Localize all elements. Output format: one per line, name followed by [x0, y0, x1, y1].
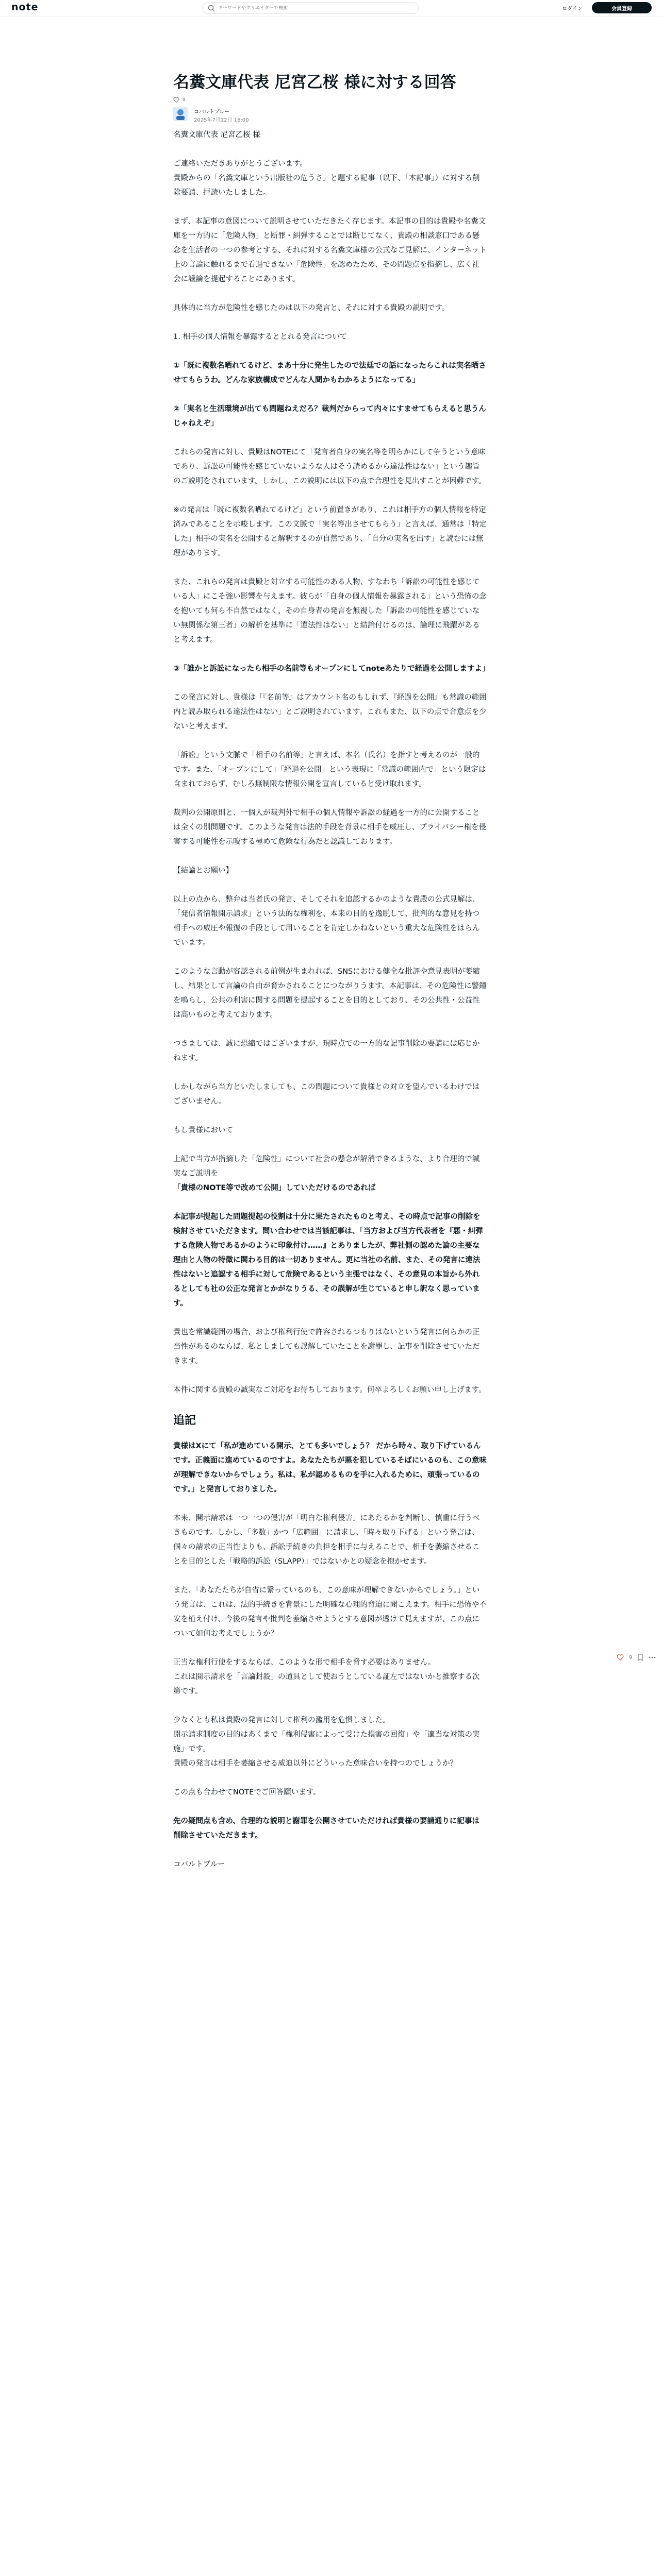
paragraph: 【結論とお願い】 [173, 867, 233, 875]
paragraph: ③「誰かと訴訟になったら相手の名前等もオープンにしてnoteあたりで経過を公開しますよ」 [173, 665, 490, 673]
paragraph: また、これらの発言は貴殿と対立する可能性のある人物、すなわち「訴訟の可能性を感じている人」にこそ強い影響を与えます。彼らが「自身の個人情報を暴露される」という恐怖の念を抱いても何ら不自然ではなく、その自身者の発言を無視した「訴訟の可能性を感じていない無関係な第三者」の解析を基準に「違法性はない」と結論付けるのは、論理に飛躍があると考えます。 [173, 578, 487, 644]
side-like-count: 9 [629, 1654, 633, 1660]
paragraph: 「貴様のNOTE等で改めて公開」していただけるのであれば [173, 1184, 376, 1192]
search-icon [208, 5, 215, 12]
article-title: 名糞文庫代表 尼宮乙桜 様に対する回答 [173, 73, 456, 92]
paragraph: 貴様はXにて「私が進めている開示、とても多いでしょう？ だから時々、取り下げているんです。正義面に進めているのですよ。あなたたちが悪を犯しているそばにいるのも、この意味が理解できないからでしょう。私は、私が認めるものを手に入れるために、頑張っているのです。」と発言しておりました。 [173, 1442, 487, 1494]
paragraph: 以上の点から、整弁は当者氏の発言、そしてそれを追認するかのような貴殿の公式見解は、「発信者情報開示請求」という法的な権利を、本来の目的を逸脱して、批判的な意見を持つ相手への威圧や報復の手段として用いることを肯定しかねないという重大な危険性をはらんでいます。 [173, 895, 480, 947]
postscript-heading: 追記 [173, 1414, 196, 1427]
paragraph: また、「あなたたちが自省に繋っているのも、この意味が理解できないからでしょう。」という発言は、これは、法的手続きを背景にした明確な心理的脅迫に聞こえます。相手に恐怖や不安を植え付け、今後の発言や批判を差縮させようとする意図が透けて見えますが、この点について如何お考えでしょうか？ [173, 1586, 487, 1638]
paragraph: 1. 相手の個人情報を暴露するととれる発言について [173, 333, 347, 341]
paragraph: 貴也を常識範囲の場合、および権利行使で許容されるつもりはないという発言に何らかの正当性があるのならば、私としましても誤解していたことを謝罪し、記事を削除させていただきます。 [173, 1328, 480, 1365]
heart-icon [173, 97, 179, 103]
paragraph: しかしながら当方といたしましても、この問題について貴様との対立を望んでいるわけではございません。 [173, 1083, 480, 1106]
paragraph: 少なくとも私は貴殿の発言に対して権利の濫用を危惧しました。 [173, 1716, 390, 1724]
paragraph: 具体的に当方が危険性を感じたのは以下の発言と、それに対する貴殿の説明です。 [173, 304, 450, 312]
paragraph: 貴殿からの「名糞文庫という出版社の危うさ」と題する記事（以下、「本記事」）に対する削除要請、拝読いたしました。 [173, 174, 480, 197]
paragraph: 裁判の公開原則と、一個人が裁判外で相手の個人情報や訴訟の経過を一方的に公開することは全くの別問題です。このような発言は法的手段を背景に相手を威圧し、プライバシー権を侵害する可能性を示唆する極めて危険な行為だと認識しております。 [173, 809, 487, 846]
paragraph: 上記で当方が指摘した「危険性」について社会の懸念が解消できるような、より合理的で誠実なご説明を [173, 1155, 480, 1178]
paragraph: 名糞文庫代表 尼宮乙桜 様 [173, 131, 260, 139]
login-button[interactable]: ログイン [557, 2, 588, 13]
signup-button[interactable]: 会員登録 [592, 2, 652, 13]
article [173, 71, 490, 1886]
paragraph: 本件に関する貴殿の誠実なご対応をお待ちしております。何卒よろしくお願い申し上げます。 [173, 1386, 486, 1394]
paragraph: 正当な権利行使をするならば、このような形で相手を脅す必要はありません。 [173, 1658, 436, 1667]
heart-icon[interactable] [617, 1654, 624, 1661]
paragraph: ※の発言は「既に複数名晒れてるけど」という前置きがあり、これは相手方の個人情報を特定済みであることを示唆します。この文脈で「実名等出させてもらう」と言えば、通常は「特定した」相手の実名を公開すると解釈するのが自然であり、「自分の実名を出す」と読むには無理があります。 [173, 506, 487, 557]
paragraph: つきましては、誠に恐縮ではございますが、現時点での一方的な記事削除の要請には応じかねます。 [173, 1040, 480, 1062]
paragraph: このような言動が容認される前例が生まれれば、SNSにおける健全な批評や意見表明が萎縮し、結果として言論の自由が脅かされることにつながりうます。本記事は、その危険性に警鐘を鳴らし、公共の利害に関する問題を提起することを目的としており、その公共性・公益性は高いものと考えております。 [173, 968, 487, 1019]
author-avatar-image [173, 107, 188, 121]
paragraph: 開示請求制度の目的はあくまで「権利侵害によって受けた損害の回復」や「適当な対策の実施」です。 [173, 1731, 480, 1753]
bookmark-icon[interactable] [637, 1654, 643, 1661]
paragraph: ①「既に複数名晒れてるけど、まあ十分に発生したので法廷での話になったらこれは実名晒させてもらうわ。どんな家族構成でどんな人間かもわかるようになってる」 [173, 362, 486, 384]
paragraph: 先の疑問点も含め、合理的な説明と謝罪を公開させていただければ貴様の要請通りに記事は削除させていただきます。 [173, 1817, 479, 1840]
article-meta [173, 97, 487, 128]
search-box[interactable] [202, 2, 419, 14]
publish-date: 2025年7月12日 16:00 [194, 117, 249, 123]
like-summary[interactable] [173, 97, 186, 103]
article-body [173, 128, 490, 1872]
note-logo[interactable]: note [11, 2, 39, 13]
top-bar [0, 0, 662, 16]
paragraph: コバルトブルー [173, 1860, 225, 1869]
like-count: 9 [183, 97, 186, 103]
paragraph: ご連絡いただきありがとうございます。 [173, 160, 307, 168]
paragraph: 「訴訟」という文脈で「相手の名前等」と言えば、本名（氏名）を指すと考えるのが一般的です。また、「オープンにして」「経過を公開」という表現に「常識の範囲内で」という限定は含まれておらず、むしろ無制限な情報公開を宣言していると受け取れます。 [173, 751, 486, 788]
paragraph: この点も合わせてNOTEでご回答願います。 [173, 1788, 321, 1797]
paragraph: ②「実名と生活環境が出ても問題ねえだろ？裁判だからって内々にすませてもらえると思うんじゃねえぞ」 [173, 405, 486, 428]
more-icon[interactable] [649, 1656, 656, 1658]
floating-actions [617, 1654, 656, 1661]
author-name[interactable]: コバルトブルー [194, 109, 230, 115]
search-input[interactable] [218, 6, 409, 11]
paragraph: これは開示請求を「言論封殺」の道具として使おうとしている証左ではないかと推察する次第です。 [173, 1673, 480, 1696]
paragraph: 貴殿の発言は相手を萎縮させる威迫以外にどういった意味合いを持つのでしょうか？ [173, 1759, 457, 1768]
paragraph: 本記事が提起した問題提起の役割は十分に果たされたものと考え、その時点で記事の削除を検討させていただきます。問い合わせでは当該記事は、「当方および当方代表者を『悪・糾弾する危険人物であるかのように印象付け……』とありましたが、弊社側の認めた論の主要な理由と人物の特徴に関わる目的は一切ありません。更に当社の名前、また、その発言に違法性はないと追認する相手に対して危険であるという主張ではなく、その意見の本旨から外れるとしても社の公正な発言とかがなりうる、その誤解が生じていると申し訳なく思っています。 [173, 1213, 483, 1308]
paragraph: この発言に対し、貴様は「『名前等』はアカウント名のもしれず、『経過を公開』も常識の範囲内と読み取られる違法性はない」とご説明されています。これもまた、以下の点で合意点を少ないと考えます。 [173, 693, 487, 731]
paragraph: もし貴様において [173, 1126, 233, 1134]
paragraph: 本来、開示請求は一つ一つの侵害が「明白な権利侵害」にあたるかを判断し、慎重に行うべきものです。しかし、「多数」かつ「広範囲」に請求し、「時々取り下げる」という発言は、個々の請求の正当性よりも、訴訟手続きの負担を相手に与えることで、相手を萎縮させることを目的とした「戦略的訴訟（SLAPP）」ではないかとの疑念を抱かせます。 [173, 1514, 480, 1566]
paragraph [173, 142, 487, 157]
author-avatar[interactable] [173, 107, 188, 121]
paragraph: これらの発言に対し、貴殿はNOTEにて「発言者自身の実名等を明らかにして争うという意味であり、訴訟の可能性を感じていないような人はそう読めるから違法性はない」という趣旨のご説明をされています。しかし、この説明には以下の点で合理性を見出すことが困難です。 [173, 448, 486, 485]
paragraph: まず、本記事の意図について説明させていただきたく存じます。本記事の目的は貴殿や名糞文庫を一方的に「危険人物」と断罪・糾弾することでは断じてなく、貴殿の相談窓口である懸念を生活者の一つの参考とする、それに対する名糞文庫様の公式なご見解に、インターネット上の言論に触れるまで看過できない「危険性」を認めたため、その問題点を指摘し、広く社会に議論を提起することにあります。 [173, 217, 487, 283]
